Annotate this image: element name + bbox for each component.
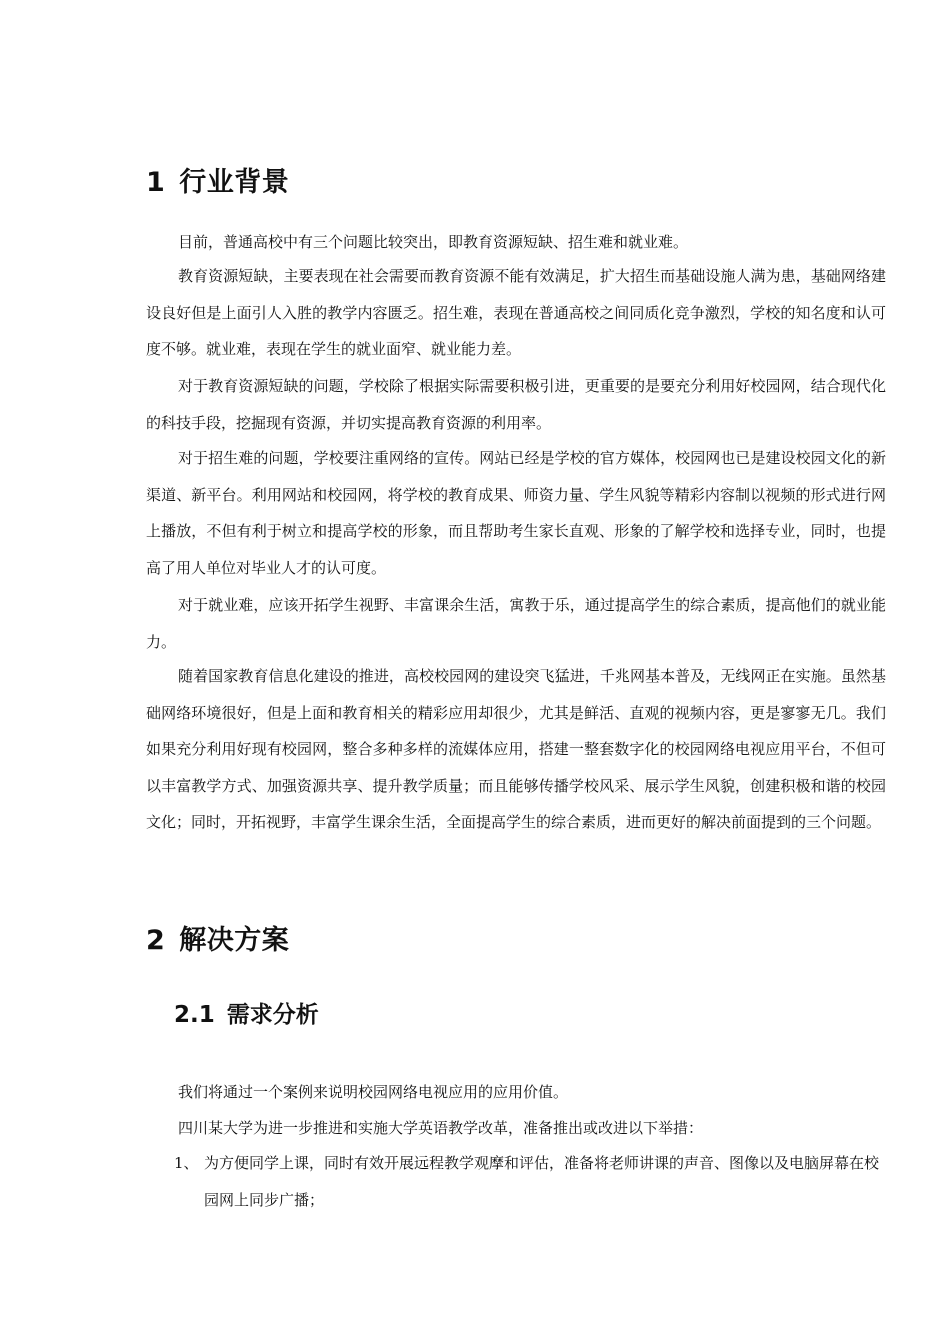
list-marker: 1、 <box>174 1154 199 1172</box>
paragraph: 四川某大学为进一步推进和实施大学英语教学改革，准备推出或改进以下举措： <box>178 1119 704 1137</box>
section-number: 1 <box>146 167 166 198</box>
section-1-heading <box>146 160 289 199</box>
section-2-heading <box>146 918 289 957</box>
paragraph: 对于教育资源短缺的问题，学校除了根据实际需要积极引进，更重要的是要充分利用好校园网，结合现代化的科技手段，挖掘现有资源，并切实提高教育资源的利用率。 <box>146 377 886 432</box>
section-title: 解决方案 <box>179 925 290 956</box>
paragraph: 教育资源短缺，主要表现在社会需要而教育资源不能有效满足，扩大招生而基础设施人满为患，基础网络建设良好但是上面引人入胜的教学内容匮乏。招生难，表现在普通高校之间同质化竞争激烈，学校的知名度和认可度不够。就业难，表现在学生的就业面窄、就业能力差。 <box>146 267 886 358</box>
list-item <box>174 1145 886 1218</box>
paragraph: 对于就业难，应该开拓学生视野、丰富课余生活，寓教于乐，通过提高学生的综合素质，提高他们的就业能力。 <box>146 596 886 651</box>
list-item-text: 为方便同学上课，同时有效开展远程教学观摩和评估，准备将老师讲课的声音、图像以及电脑屏幕在校园网上同步广播； <box>204 1154 880 1209</box>
subsection-2-1-heading <box>174 996 319 1029</box>
section-title: 行业背景 <box>179 167 290 198</box>
section-number: 2 <box>146 925 166 956</box>
paragraph: 随着国家教育信息化建设的推进，高校校园网的建设突飞猛进，千兆网基本普及，无线网正在实施。虽然基础网络环境很好，但是上面和教育相关的精彩应用却很少，尤其是鲜活、直观的视频内容，更是寥寥无几。我们如果充分利用好现有校园网，整合多种多样的流媒体应用，搭建一整套数字化的校园网络电视应用平台，不但可以丰富教学方式、加强资源共享、提升教学质量；而且能够传播学校风采、展示学生风貌，创建积极和谐的校园文化；同时，开拓视野，丰富学生课余生活，全面提高学生的综合素质，进而更好的解决前面提到的三个问题。 <box>146 667 886 831</box>
paragraph: 对于招生难的问题，学校要注重网络的宣传。网站已经是学校的官方媒体，校园网也已是建设校园文化的新渠道、新平台。利用网站和校园网，将学校的教育成果、师资力量、学生风貌等精彩内容制以视频的形式进行网上播放，不但有利于树立和提高学校的形象，而且帮助考生家长直观、形象的了解学校和选择专业，同时，也提高了用人单位对毕业人才的认可度。 <box>146 449 886 577</box>
paragraph: 目前，普通高校中有三个问题比较突出，即教育资源短缺、招生难和就业难。 <box>178 233 689 251</box>
subsection-number: 2.1 <box>174 1002 215 1028</box>
paragraph: 我们将通过一个案例来说明校园网络电视应用的应用价值。 <box>178 1083 569 1101</box>
subsection-title: 需求分析 <box>226 1002 319 1028</box>
